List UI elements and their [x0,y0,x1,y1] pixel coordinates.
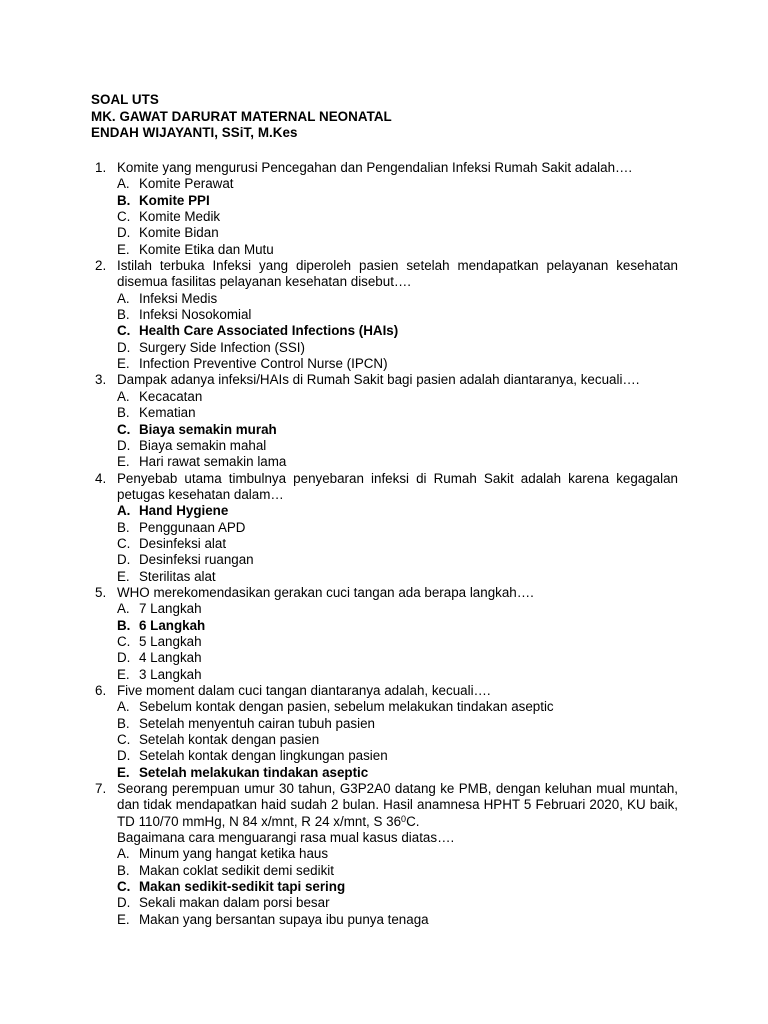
option-text: Hand Hygiene [139,503,229,519]
option-text: Health Care Associated Infections (HAIs) [139,323,399,339]
option-label: C. [117,633,131,649]
option-text: Minum yang hangat ketika haus [139,846,329,862]
option-e [117,356,678,372]
option-text: 6 Langkah [139,617,206,633]
option-b [117,307,678,323]
option-label: A. [117,601,130,617]
option-label: D. [117,650,131,666]
option-text: 4 Langkah [139,650,202,666]
option-text: Setelah menyentuh cairan tubuh pasien [139,715,375,731]
option-text: Sekali makan dalam porsi besar [139,895,330,911]
option-text: Kematian [139,405,196,421]
option-text: 3 Langkah [139,666,202,682]
question-text [117,781,678,830]
option-text: Setelah melakukan tindakan aseptic [139,764,369,780]
question-list [95,160,678,928]
question-number: 7. [95,781,107,797]
option-b [117,716,678,732]
option-label: A. [117,846,130,862]
option-a [117,176,678,192]
question-text: WHO merekomendasikan gerakan cuci tangan ada berapa langkah…. [117,584,534,600]
question-1 [95,160,678,258]
option-d [117,748,678,764]
option-label: D. [117,225,131,241]
question-text: Komite yang mengurusi Pencegahan dan Pengendalian Infeksi Rumah Sakit adalah…. [117,160,633,175]
option-label: D. [117,437,131,453]
option-label: D. [117,552,131,568]
option-label: E. [117,241,130,257]
option-label: E. [117,764,130,780]
question-number: 1. [95,160,107,175]
option-b-correct [117,618,678,634]
option-label: E. [117,454,130,470]
option-text: 7 Langkah [139,601,202,617]
question-text: Five moment dalam cuci tangan diantaranya adalah, kecuali…. [117,683,491,698]
option-text: Setelah kontak dengan pasien [139,732,320,748]
option-label: D. [117,895,131,911]
question-text-main: Seorang perempuan umur 30 tahun, G3P2A0 datang ke PMB, dengan keluhan mual muntah, dan tidak mendapatkan haid sudah 2 bulan. Hasil anamnesa HPHT 5 Februari 2020, KU baik, TD 110/70 mmHg, N 84 x/mnt, R 24 x/mnt, S 36 [117,781,678,829]
author-name: ENDAH WIJAYANTI, SSiT, M.Kes [91,125,298,140]
option-text: Surgery Side Infection (SSI) [139,339,305,355]
question-4 [95,471,678,585]
option-c [117,634,678,650]
exam-title: SOAL UTS [91,92,159,107]
option-text: Makan yang bersantan supaya ibu punya tenaga [139,911,429,927]
question-text: Dampak adanya infeksi/HAIs di Rumah Sakit bagi pasien adalah diantaranya, kecuali…. [117,372,640,388]
option-text: Komite Medik [139,209,221,225]
question-number: 6. [95,683,107,698]
option-text: Sebelum kontak dengan pasien, sebelum melakukan tindakan aseptic [139,699,554,715]
option-text: Komite PPI [139,192,210,208]
option-d [117,340,678,356]
option-text: Makan sedikit-sedikit tapi sering [139,879,346,895]
option-e [117,242,678,258]
option-text: Kecacatan [139,388,203,404]
option-label: D. [117,748,131,764]
option-a [117,699,678,715]
degree-superscript: 0 [401,813,407,824]
option-text: Hari rawat semakin lama [139,454,287,470]
option-c [117,209,678,225]
question-number: 3. [95,372,107,388]
option-label: A. [117,176,130,192]
option-label: B. [117,519,130,535]
document-header [91,92,392,142]
option-label: C. [117,732,131,748]
option-label: C. [117,421,131,437]
option-e [117,912,678,928]
option-d [117,895,678,911]
option-e [117,569,678,585]
option-a [117,389,678,405]
option-text: Sterilitas alat [139,568,216,584]
option-c [117,732,678,748]
option-c-correct [117,422,678,438]
option-label: B. [117,405,130,421]
question-text-unit: C. [406,813,420,829]
option-label: E. [117,666,130,682]
option-a [117,846,678,862]
option-text: Penggunaan APD [139,519,246,535]
option-label: E. [117,911,130,927]
option-text: Komite Perawat [139,176,234,192]
option-e [117,667,678,683]
option-label: C. [117,209,131,225]
option-label: B. [117,715,130,731]
option-label: B. [117,617,131,633]
option-text: Makan coklat sedikit demi sedikit [139,862,334,878]
question-number: 2. [95,258,107,274]
option-label: C. [117,323,131,339]
option-d [117,552,678,568]
option-b [117,520,678,536]
option-text: Desinfeksi alat [139,535,227,551]
option-b [117,863,678,879]
option-b-correct [117,193,678,209]
question-text: Istilah terbuka Infeksi yang diperoleh pasien setelah mendapatkan pelayanan kesehatan disemua fasilitas pelayanan kesehatan disebut…. [117,258,678,290]
question-number: 5. [95,584,107,600]
option-text: Komite Etika dan Mutu [139,241,274,257]
option-d [117,650,678,666]
question-2 [95,258,678,372]
question-3 [95,372,678,470]
question-prompt: Bagaimana cara menguarangi rasa mual kasus diatas…. [117,830,455,846]
option-text: Setelah kontak dengan lingkungan pasien [139,748,388,764]
option-e-correct [117,765,678,781]
question-5 [95,585,678,683]
option-label: B. [117,192,131,208]
question-6 [95,683,678,781]
option-label: B. [117,307,130,323]
option-text: Desinfeksi ruangan [139,552,254,568]
option-label: A. [117,388,130,404]
option-label: D. [117,339,131,355]
option-text: Infeksi Nosokomial [139,307,252,323]
option-label: A. [117,699,130,715]
option-label: A. [117,503,131,519]
option-text: 5 Langkah [139,633,202,649]
option-label: C. [117,535,131,551]
course-title: MK. GAWAT DARURAT MATERNAL NEONATAL [91,108,392,124]
option-label: A. [117,290,130,306]
option-c [117,536,678,552]
option-text: Komite Bidan [139,225,219,241]
option-c-correct [117,323,678,339]
option-a [117,601,678,617]
option-label: E. [117,568,130,584]
question-7 [95,781,678,928]
option-e [117,454,678,470]
question-number: 4. [95,470,107,486]
option-label: C. [117,879,131,895]
option-a-correct [117,503,678,519]
option-d [117,438,678,454]
option-text: Infeksi Medis [139,290,218,306]
option-a [117,291,678,307]
option-text: Biaya semakin murah [139,421,277,437]
option-text: Biaya semakin mahal [139,437,267,453]
option-text: Infection Preventive Control Nurse (IPCN) [139,356,388,372]
question-text: Penyebab utama timbulnya penyebaran infeksi di Rumah Sakit adalah karena kegagalan petugas kesehatan dalam… [117,470,678,502]
option-d [117,225,678,241]
option-b [117,405,678,421]
option-c-correct [117,879,678,895]
option-label: B. [117,862,130,878]
option-label: E. [117,356,130,372]
